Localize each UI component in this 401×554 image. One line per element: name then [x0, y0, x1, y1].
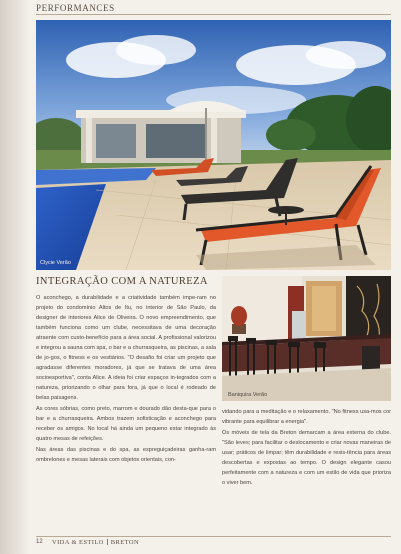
article-title: INTEGRAÇÃO COM A NATUREZA: [36, 276, 208, 287]
bar-scene-illustration: [222, 276, 391, 401]
gutter-shadow: [0, 0, 30, 554]
bar-photo: [222, 276, 391, 401]
paragraph: Nas áreas das piscinas e do spa, as espreguiçadeiras ganha-ram ombrelones e mesas laterais com objetos orientais, con-: [36, 447, 216, 463]
magazine-name: [52, 539, 139, 546]
page-number: 12: [36, 539, 43, 545]
pool-photo-credit: Clycie Verão: [40, 260, 71, 266]
magazine-name-right: BRETON: [110, 539, 140, 546]
paragraph: As cores sóbrias, como preto, marrom e dourado dão desta-que para o bar e a churrasqueira. Ambos trazem sofisticação e aconchego para receber os amigos. No local há ainda um pequeno estar integrado às quatro mesas de refeições.: [36, 406, 216, 442]
magazine-name-separator: [107, 539, 108, 545]
paragraph: vidando para a meditação e o relaxamento. "No fitness usa-mos cor vibrante para equilibrar a energia".: [222, 409, 391, 425]
bar-photo-credit: Baniquira Verão: [228, 392, 268, 398]
header-rule: [36, 14, 391, 15]
article-column-right: [222, 407, 391, 489]
article-column-left: [36, 293, 216, 466]
section-label: PERFORMANCES: [36, 3, 115, 13]
pool-scene-illustration: [36, 20, 391, 270]
paragraph: Os móveis de tela da Breton demarcam a área externa do clube. "São leves; para facilitar o deslocamento e criar novas maneiras de usar; práticos de limpar; têm durabilidade e resis-tência para áreas descobertas e expostas ao tempo. O design elegante casou perfeitamente com a natureza e com um estilo de vida que prioriza o viver bem.: [222, 430, 391, 486]
paragraph: O aconchego, a durabilidade e a criatividade também impe-ram no projeto do condomínio Altos de Itu, no interior de São Paulo, da designer de interiores Alice de Oliveira. O novo empreendimento, que também funciona como um clube, necessitava de uma decoração atraente com custo-benefício para a área social. A profissional valorizou e integrou a sauna com spa, o bar e a churrasqueira, as piscinas, a sala de jo-gos, o fitness e os vestiários. "O desafio foi criar um projeto que agradasse diferentes moradores, já que se tratava de uma área socioesportiva", conta Alice. A ideia foi criar espaços in-tegrados com a natureza, priorizando o olhar para fora, já que o local é rodeado de belas paisagens.: [36, 295, 216, 401]
pool-photo: [36, 20, 391, 270]
magazine-name-left: VIDA & ESTILO: [52, 539, 104, 546]
footer-rule: [36, 536, 391, 537]
